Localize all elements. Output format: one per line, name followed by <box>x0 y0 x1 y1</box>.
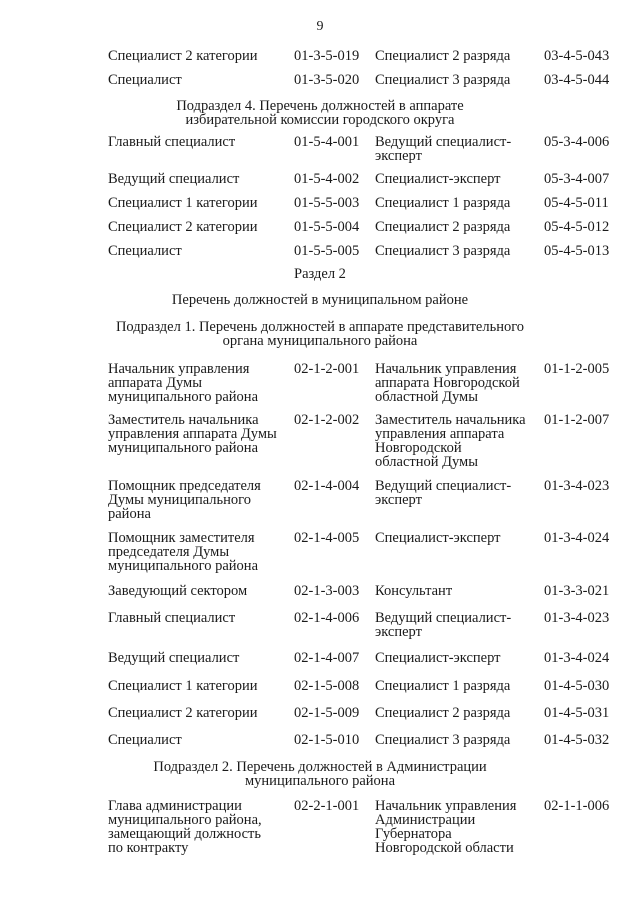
municipal-position: Специалист <box>108 732 182 748</box>
municipal-code: 01-5-5-004 <box>294 219 360 235</box>
section-heading: Подраздел 2. Перечень должностей в Администрации муниципального района <box>153 759 487 789</box>
state-code: 01-4-5-030 <box>544 678 610 694</box>
state-position: Специалист 1 разряда <box>375 678 511 694</box>
municipal-position: Специалист 2 категории <box>108 48 258 64</box>
municipal-code: 01-3-5-020 <box>294 72 360 88</box>
state-code: 05-4-5-012 <box>544 219 610 235</box>
state-code: 01-1-2-005 <box>544 361 610 377</box>
state-code: 01-3-4-024 <box>544 530 610 546</box>
municipal-position: Ведущий специалист <box>108 171 240 187</box>
section-heading: Раздел 2 <box>294 266 346 282</box>
state-code: 02-1-1-006 <box>544 798 610 814</box>
municipal-code: 02-1-3-003 <box>294 583 360 599</box>
section-heading: Перечень должностей в муниципальном районе <box>171 292 469 308</box>
state-code: 05-3-4-006 <box>544 134 610 150</box>
municipal-code: 02-1-2-001 <box>294 361 360 377</box>
state-code: 01-4-5-032 <box>544 732 610 748</box>
municipal-position: Специалист <box>108 72 182 88</box>
municipal-position: Начальник управления аппарата Думы муниципального района <box>108 361 258 405</box>
municipal-position: Главный специалист <box>108 610 236 626</box>
state-code: 01-3-4-024 <box>544 650 610 666</box>
municipal-position: Специалист 1 категории <box>108 678 258 694</box>
state-position: Ведущий специалист- эксперт <box>375 478 512 508</box>
state-position: Специалист-эксперт <box>375 650 501 666</box>
municipal-code: 01-5-4-001 <box>294 134 360 150</box>
state-code: 01-3-4-023 <box>544 478 610 494</box>
state-code: 01-3-4-023 <box>544 610 610 626</box>
state-position: Специалист 3 разряда <box>375 732 511 748</box>
municipal-code: 02-1-4-007 <box>294 650 360 666</box>
municipal-code: 01-5-4-002 <box>294 171 360 187</box>
municipal-position: Специалист 1 категории <box>108 195 258 211</box>
state-position: Специалист 1 разряда <box>375 195 511 211</box>
municipal-position: Глава администрации муниципального района, замещающий должность по контракту <box>108 798 262 856</box>
municipal-position: Ведущий специалист <box>108 650 240 666</box>
state-position: Ведущий специалист- эксперт <box>375 134 512 164</box>
municipal-code: 01-5-5-003 <box>294 195 360 211</box>
state-code: 05-4-5-011 <box>544 195 609 211</box>
municipal-code: 02-1-4-005 <box>294 530 360 546</box>
page-number: 9 <box>316 19 324 34</box>
municipal-code: 02-1-4-004 <box>294 478 360 494</box>
state-position: Специалист 3 разряда <box>375 243 511 259</box>
municipal-position: Специалист <box>108 243 182 259</box>
state-position: Начальник управления Администрации Губернатора Новгородской области <box>375 798 517 856</box>
municipal-code: 02-2-1-001 <box>294 798 360 814</box>
municipal-position: Главный специалист <box>108 134 236 150</box>
municipal-position: Помощник заместителя председателя Думы муниципального района <box>108 530 258 574</box>
state-position: Специалист 3 разряда <box>375 72 511 88</box>
section-heading: Подраздел 1. Перечень должностей в аппарате представительного органа муниципального района <box>115 319 525 349</box>
section-heading: Подраздел 4. Перечень должностей в аппарате избирательной комиссии городского округа <box>176 98 464 128</box>
state-position: Специалист-эксперт <box>375 171 501 187</box>
municipal-code: 01-5-5-005 <box>294 243 360 259</box>
municipal-position: Специалист 2 категории <box>108 219 258 235</box>
municipal-position: Заместитель начальника управления аппарата Думы муниципального района <box>108 412 277 456</box>
state-position: Консультант <box>375 583 453 599</box>
municipal-position: Заведующий сектором <box>108 583 248 599</box>
state-code: 01-1-2-007 <box>544 412 610 428</box>
state-position: Специалист 2 разряда <box>375 705 511 721</box>
state-code: 03-4-5-044 <box>544 72 610 88</box>
state-position: Специалист 2 разряда <box>375 219 511 235</box>
state-code: 05-3-4-007 <box>544 171 610 187</box>
state-code: 01-4-5-031 <box>544 705 610 721</box>
municipal-code: 02-1-5-008 <box>294 678 360 694</box>
state-code: 03-4-5-043 <box>544 48 610 64</box>
state-position: Специалист 2 разряда <box>375 48 511 64</box>
state-code: 05-4-5-013 <box>544 243 610 259</box>
municipal-position: Специалист 2 категории <box>108 705 258 721</box>
state-position: Ведущий специалист- эксперт <box>375 610 512 640</box>
municipal-code: 02-1-4-006 <box>294 610 360 626</box>
state-code: 01-3-3-021 <box>544 583 610 599</box>
municipal-position: Помощник председателя Думы муниципального района <box>108 478 261 522</box>
municipal-code: 02-1-5-010 <box>294 732 360 748</box>
municipal-code: 02-1-5-009 <box>294 705 360 721</box>
state-position: Заместитель начальника управления аппарата Новгородской областной Думы <box>375 412 526 470</box>
state-position: Начальник управления аппарата Новгородской областной Думы <box>375 361 520 405</box>
municipal-code: 02-1-2-002 <box>294 412 360 428</box>
state-position: Специалист-эксперт <box>375 530 501 546</box>
municipal-code: 01-3-5-019 <box>294 48 360 64</box>
